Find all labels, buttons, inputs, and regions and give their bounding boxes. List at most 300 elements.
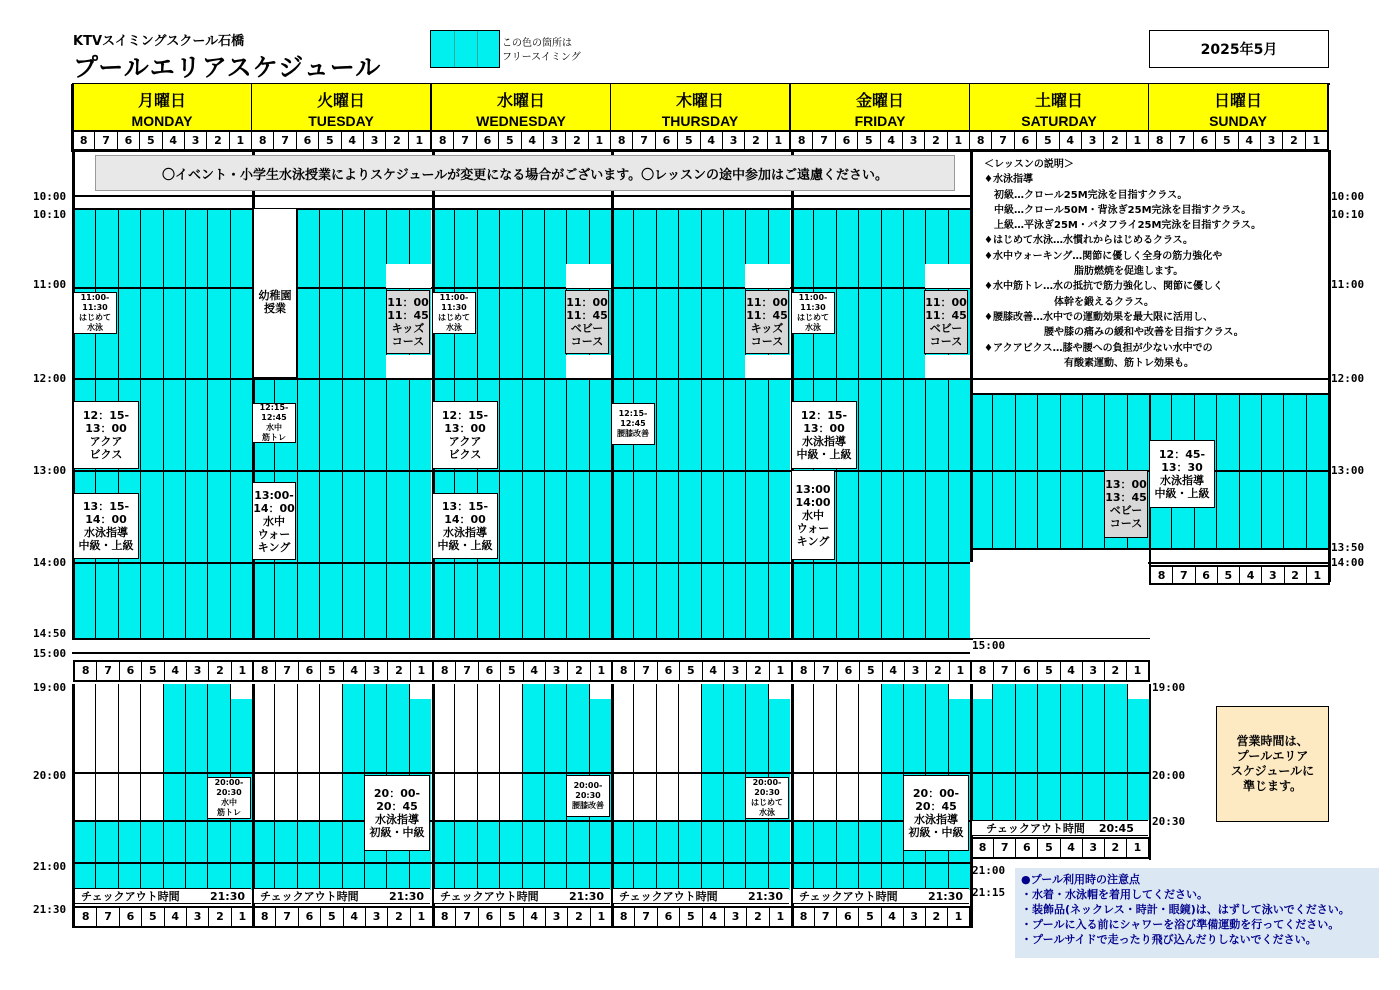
lane-number: 7 xyxy=(274,132,296,149)
time-line xyxy=(72,638,970,640)
day-header-monday xyxy=(73,84,253,132)
lane-number: 3 xyxy=(187,908,209,926)
time-line xyxy=(72,378,970,380)
time-label: 11:00 xyxy=(33,278,67,291)
day-header-tuesday xyxy=(252,84,432,132)
lesson-text: 12：15- xyxy=(441,409,489,422)
lane-number: 7 xyxy=(992,132,1014,149)
checkout-value: 21:30 xyxy=(927,889,963,903)
lesson-mon_1215[interactable] xyxy=(73,401,139,469)
lane-number: 1 xyxy=(238,664,247,677)
lane-number: 3 xyxy=(1082,132,1104,149)
lesson-text: 水泳指導 xyxy=(443,526,487,539)
lane-divider xyxy=(319,684,320,890)
lane-number: 1 xyxy=(774,134,783,147)
lesson-tue_1215[interactable] xyxy=(252,403,296,443)
day-jp: 土曜日 xyxy=(1034,91,1083,110)
lesson-text: ウォー xyxy=(257,527,291,541)
day-jp: 木曜日 xyxy=(675,91,724,110)
lesson-text: 14：00 xyxy=(253,501,295,515)
notes-item: ・プールに入る前にシャワーを浴び準備運動を行ってください。 xyxy=(1021,918,1340,931)
lane-number: 7 xyxy=(1171,132,1193,149)
lane-numbers xyxy=(791,906,971,928)
lesson-text: 11:00-11:30 xyxy=(439,293,469,312)
time-label: 13:00 xyxy=(1331,464,1365,477)
time-line xyxy=(72,195,970,197)
lane-number: 5 xyxy=(858,132,880,149)
lesson-mon_2000[interactable] xyxy=(207,777,251,819)
lane-number: 2 xyxy=(207,132,229,149)
lane-number: 7 xyxy=(994,839,1016,857)
lane-number: 3 xyxy=(366,908,388,926)
lesson-text: ベビー xyxy=(570,322,604,335)
lane-divider xyxy=(858,208,859,640)
lane-numbers xyxy=(73,906,253,928)
time-label: 14:00 xyxy=(33,556,67,569)
lesson-desc-line: ♦アクアビクス…膝や腰への負担が少ない水中での xyxy=(984,342,1213,354)
reserved-area xyxy=(970,684,992,699)
notice-banner: 〇イベント・小学生水泳授業によりスケジュールが変更になる場合がございます。〇レッスンの途中参加はご遠慮ください。 xyxy=(95,155,955,191)
lane-number: 8 xyxy=(75,662,97,680)
lane-divider xyxy=(656,208,657,640)
time-label: 10:00 xyxy=(1331,190,1365,203)
lane-divider xyxy=(633,684,634,890)
time-label: 19:00 xyxy=(1152,681,1186,694)
lane-divider xyxy=(1127,684,1128,820)
lane-number: 4 xyxy=(703,662,725,680)
time-label: 20:00 xyxy=(33,769,67,782)
time-label: 21:15 xyxy=(972,886,1006,899)
lane-number: 1 xyxy=(956,664,965,677)
lane-number: 3 xyxy=(546,662,568,680)
lane-number: 2 xyxy=(747,908,769,926)
lane-number: 6 xyxy=(120,662,142,680)
time-label: 21:30 xyxy=(33,903,67,916)
reserved-area xyxy=(948,684,970,699)
time-line xyxy=(72,562,970,564)
lane-number: 1 xyxy=(1313,569,1322,582)
lane-number: 8 xyxy=(432,132,454,149)
lane-number: 5 xyxy=(321,662,343,680)
lane-divider xyxy=(656,684,657,890)
checkout-value: 21:30 xyxy=(388,889,424,903)
lesson-text: 20:30 xyxy=(575,791,601,800)
lesson-wed_1100[interactable] xyxy=(432,292,476,334)
lane-divider xyxy=(1060,684,1061,820)
lesson-text: 中級・上級 xyxy=(1154,487,1210,500)
time-line xyxy=(72,862,970,864)
lesson-text: ベビー xyxy=(1109,504,1143,517)
lesson-text: 水中 xyxy=(266,423,282,432)
day-en: WEDNESDAY xyxy=(476,113,566,129)
lane-number: 3 xyxy=(725,908,747,926)
checkout-label: チェックアウト時間 xyxy=(986,822,1085,835)
day-header-sunday xyxy=(1149,84,1329,132)
lane-numbers xyxy=(791,132,971,150)
time-line xyxy=(72,208,970,210)
lane-number: 8 xyxy=(613,662,635,680)
lesson-text: 12:15-12:45 xyxy=(259,403,289,422)
lane-number: 4 xyxy=(163,132,185,149)
time-line xyxy=(72,772,970,774)
lesson-text: 20：00- xyxy=(373,787,421,800)
lesson-text: キング xyxy=(796,534,830,548)
day-jp: 金曜日 xyxy=(855,91,904,110)
lane-number: 3 xyxy=(546,908,568,926)
reserved-area xyxy=(409,684,431,699)
lane-number: 3 xyxy=(725,662,747,680)
lane-number: 6 xyxy=(656,132,678,149)
checkout-time xyxy=(254,888,430,904)
lane-number: 6 xyxy=(477,132,499,149)
day-en: MONDAY xyxy=(131,113,193,129)
lane-number: 2 xyxy=(209,662,231,680)
lane-numbers xyxy=(970,660,1150,682)
lesson-text: 水泳指導 xyxy=(375,813,419,826)
reserved-area xyxy=(566,355,611,378)
lesson-wed_baby[interactable] xyxy=(565,290,609,354)
lesson-desc-line: 上級…平泳ぎ25M・バタフライ25M完泳を目指すクラス。 xyxy=(984,220,1262,232)
lane-number: 5 xyxy=(499,132,521,149)
lesson-text: ビクス xyxy=(448,448,482,461)
lane-numbers xyxy=(611,660,791,682)
legend-line-1: この色の箇所は xyxy=(502,38,572,49)
checkout-time xyxy=(793,888,969,904)
lane-numbers xyxy=(1149,565,1330,585)
lane-divider xyxy=(140,208,141,640)
lane-number: 3 xyxy=(364,132,386,149)
lane-number: 3 xyxy=(905,662,927,680)
lane-number: 3 xyxy=(1262,567,1284,583)
lane-divider xyxy=(364,208,365,640)
lesson-thu_2000[interactable] xyxy=(745,777,789,819)
time-line xyxy=(72,470,970,472)
checkout-label: チェックアウト時間 xyxy=(619,890,718,903)
lesson-text: 13：30 xyxy=(1161,461,1203,474)
lane-number: 5 xyxy=(501,662,523,680)
lane-divider xyxy=(454,684,455,890)
lesson-text: 12：15- xyxy=(800,409,848,422)
lesson-text: はじめて xyxy=(751,798,783,807)
reserved-area xyxy=(386,355,431,378)
lane-divider xyxy=(544,684,545,890)
lesson-text: 13：00 xyxy=(85,422,127,435)
lane-number: 2 xyxy=(925,132,947,149)
lane-divider xyxy=(1015,684,1016,820)
lane-number: 4 xyxy=(524,908,546,926)
lesson-text: 11:00-11:30 xyxy=(798,293,828,312)
lane-number: 7 xyxy=(97,908,119,926)
time-label: 13:00 xyxy=(33,464,67,477)
day-en: SATURDAY xyxy=(1021,113,1097,129)
lane-number: 6 xyxy=(1194,132,1216,149)
free-swim-legend-swatch xyxy=(430,30,500,68)
lesson-text: 筋トレ xyxy=(217,808,241,817)
lane-number: 3 xyxy=(723,132,745,149)
lane-number: 5 xyxy=(680,662,702,680)
lane-number: 4 xyxy=(703,908,725,926)
lane-number: 2 xyxy=(926,908,948,926)
lesson-tue_kids[interactable] xyxy=(386,290,430,354)
lesson-text: 水泳 xyxy=(805,323,821,332)
lesson-mon_1100[interactable] xyxy=(73,292,117,334)
lesson-text: コース xyxy=(1109,517,1143,530)
lesson-text: 中級・上級 xyxy=(796,448,852,461)
lesson-text: 水中 xyxy=(221,798,237,807)
lane-number: 4 xyxy=(342,132,364,149)
lane-number: 2 xyxy=(388,662,410,680)
lesson-tue_kinder[interactable] xyxy=(253,208,297,378)
time-label: 20:30 xyxy=(1152,815,1186,828)
lesson-text: 11：00 xyxy=(566,296,608,309)
lane-number: 8 xyxy=(434,662,456,680)
time-label: 10:00 xyxy=(33,190,67,203)
lane-number: 6 xyxy=(299,662,321,680)
day-jp: 水曜日 xyxy=(496,91,545,110)
lane-number: 1 xyxy=(1133,664,1142,677)
lesson-text: 20：00- xyxy=(912,787,960,800)
reserved-area xyxy=(768,684,790,699)
lesson-mon_1315[interactable] xyxy=(73,493,139,559)
lesson-text: 11：00 xyxy=(387,296,429,309)
lane-divider xyxy=(881,684,882,890)
lane-number: 7 xyxy=(95,132,117,149)
checkout-value: 21:30 xyxy=(209,889,245,903)
lane-numbers xyxy=(1149,132,1329,150)
lane-number: 2 xyxy=(386,132,408,149)
lane-divider xyxy=(1082,684,1083,820)
page-title: プールエリアスケジュール xyxy=(73,53,382,82)
pool-notes xyxy=(1015,868,1379,958)
checkout-time xyxy=(972,820,1148,836)
time-line xyxy=(970,772,1150,774)
lesson-text: 13:00- xyxy=(254,488,294,502)
time-line xyxy=(72,652,970,654)
lesson-text: はじめて xyxy=(797,313,829,322)
lane-number: 5 xyxy=(1216,132,1238,149)
lesson-text: 12：45- xyxy=(1158,448,1206,461)
lane-number: 6 xyxy=(1016,662,1038,680)
lesson-text: 13：00 xyxy=(444,422,486,435)
lane-number: 7 xyxy=(635,908,657,926)
lesson-text: 13：45 xyxy=(1105,491,1147,504)
lane-number: 2 xyxy=(209,908,231,926)
lane-number: 6 xyxy=(297,132,319,149)
lesson-desc-line: ＜レッスンの説明＞ xyxy=(984,159,1074,170)
lane-numbers xyxy=(252,132,432,150)
lane-number: 7 xyxy=(456,908,478,926)
lane-divider xyxy=(1104,684,1105,820)
lane-number: 8 xyxy=(434,908,456,926)
lesson-text: 13:00 xyxy=(795,482,831,496)
lesson-text: 水泳 xyxy=(446,323,462,332)
lane-divider xyxy=(701,684,702,890)
lesson-text: 14:00 xyxy=(795,495,831,509)
lesson-tue_1300[interactable] xyxy=(252,482,296,560)
lane-number: 3 xyxy=(185,132,207,149)
lesson-text: 初級・中級 xyxy=(908,826,964,839)
lane-number: 6 xyxy=(658,662,680,680)
day-en: FRIDAY xyxy=(854,113,906,129)
lane-divider xyxy=(1037,684,1038,820)
lesson-text: 水泳 xyxy=(759,808,775,817)
lesson-fri_1300[interactable] xyxy=(791,470,835,560)
lane-divider xyxy=(95,684,96,890)
lane-divider xyxy=(836,684,837,890)
lane-number: 4 xyxy=(165,908,187,926)
time-label: 14:50 xyxy=(33,627,67,640)
lane-divider xyxy=(522,208,523,640)
lane-number: 1 xyxy=(954,134,963,147)
lesson-wed_1315[interactable] xyxy=(432,493,498,559)
reserved-area xyxy=(589,684,611,699)
lane-number: 8 xyxy=(1151,567,1173,583)
lane-number: 3 xyxy=(1083,839,1105,857)
lesson-sun_1245[interactable] xyxy=(1149,440,1215,508)
lesson-wed_2000[interactable] xyxy=(566,775,610,817)
lesson-desc-line: ♦腰膝改善…水中での運動効果を最大限に活用し、 xyxy=(984,311,1213,323)
lane-divider xyxy=(342,208,343,640)
day-en: TUESDAY xyxy=(308,113,374,129)
notes-title: ●プール利用時の注意点 xyxy=(1021,873,1141,886)
lesson-text: 腰膝改善 xyxy=(572,801,604,810)
checkout-time xyxy=(613,888,789,904)
lesson-text: 水泳指導 xyxy=(1160,474,1204,487)
lesson-text: コース xyxy=(391,335,425,348)
lesson-desc-line: 脂肪燃焼を促進します。 xyxy=(984,266,1184,278)
lesson-text: 13：15- xyxy=(441,500,489,513)
lane-divider xyxy=(207,208,208,640)
lesson-wed_1215[interactable] xyxy=(432,401,498,469)
lane-numbers xyxy=(970,837,1150,859)
lane-divider xyxy=(118,684,119,890)
business-hours-note: 営業時間は、 プールエリア スケジュールに 準じます。 xyxy=(1216,706,1329,822)
lane-number: 2 xyxy=(745,132,767,149)
lane-number: 6 xyxy=(118,132,140,149)
lane-numbers xyxy=(432,906,612,928)
lane-number: 2 xyxy=(388,908,410,926)
lesson-desc-line: ♦水中筋トレ…水の抵抗で筋力強化し、関節に優しく xyxy=(984,281,1223,293)
lesson-text: 腰膝改善 xyxy=(617,429,649,438)
lesson-fri_baby[interactable] xyxy=(924,290,968,354)
reserved-area xyxy=(386,264,431,288)
lane-number: 7 xyxy=(633,132,655,149)
lane-number: 2 xyxy=(747,662,769,680)
time-label: 19:00 xyxy=(33,681,67,694)
lesson-text: 20：45 xyxy=(915,800,957,813)
lesson-tue_2000[interactable] xyxy=(364,775,430,851)
day-divider xyxy=(611,150,614,640)
time-label: 10:10 xyxy=(1331,208,1365,221)
lane-divider xyxy=(678,684,679,890)
lane-number: 8 xyxy=(793,908,815,926)
lane-number: 3 xyxy=(903,132,925,149)
lane-divider xyxy=(163,684,164,890)
lane-numbers xyxy=(252,660,432,682)
lane-number: 6 xyxy=(658,908,680,926)
lane-number: 1 xyxy=(597,910,606,923)
lesson-thu_1215[interactable] xyxy=(611,403,655,445)
lane-number: 1 xyxy=(954,910,963,923)
lane-numbers xyxy=(432,660,612,682)
lane-numbers xyxy=(611,906,791,928)
lane-number: 8 xyxy=(73,132,95,149)
lane-number: 5 xyxy=(860,662,882,680)
closed-area xyxy=(970,562,1148,638)
lane-number: 5 xyxy=(680,908,702,926)
lesson-text: 水泳指導 xyxy=(914,813,958,826)
lane-numbers xyxy=(970,132,1150,150)
legend-text xyxy=(502,37,581,65)
lane-number: 8 xyxy=(970,132,992,149)
lesson-text: ウォー xyxy=(796,521,830,535)
lane-divider xyxy=(274,684,275,890)
lesson-desc-line: 中級…クロール50M・背泳ぎ25M完泳を目指すクラス。 xyxy=(984,204,1252,216)
lane-number: 1 xyxy=(1133,134,1142,147)
lane-number: 7 xyxy=(97,662,119,680)
lane-number: 1 xyxy=(776,664,785,677)
reserved-area xyxy=(745,264,790,288)
checkout-label: チェックアウト時間 xyxy=(81,890,180,903)
lesson-text: 11：45 xyxy=(746,309,788,322)
time-label: 14:00 xyxy=(1331,556,1365,569)
lesson-fri_1215[interactable] xyxy=(791,401,857,469)
lane-number: 7 xyxy=(276,908,298,926)
lesson-text: 11:00-11:30 xyxy=(80,293,110,312)
checkout-value: 20:45 xyxy=(1098,821,1134,835)
lane-number: 6 xyxy=(1016,839,1038,857)
lane-number: 1 xyxy=(238,910,247,923)
lane-number: 4 xyxy=(1060,132,1082,149)
lesson-text: 20：45 xyxy=(376,800,418,813)
time-label: 21:00 xyxy=(33,860,67,873)
lesson-desc-line: 腰や膝の痛みの緩和や改善を目指すクラス。 xyxy=(984,327,1244,339)
lane-numbers xyxy=(791,660,971,682)
lane-divider xyxy=(163,208,164,640)
lane-number: 1 xyxy=(415,134,424,147)
lane-number: 4 xyxy=(883,662,905,680)
lesson-fri_2000[interactable] xyxy=(903,775,969,851)
lane-number: 3 xyxy=(904,908,926,926)
lane-divider xyxy=(185,208,186,640)
lane-number: 8 xyxy=(791,132,813,149)
lane-number: 8 xyxy=(972,839,994,857)
lane-number: 8 xyxy=(613,908,635,926)
lane-divider xyxy=(723,208,724,640)
time-label: 21:00 xyxy=(972,864,1006,877)
lane-numbers xyxy=(611,132,791,150)
lane-numbers xyxy=(432,132,612,150)
lesson-description xyxy=(984,157,1324,371)
lane-number: 4 xyxy=(1240,567,1262,583)
lesson-sat_baby[interactable] xyxy=(1104,470,1148,538)
time-label: 20:00 xyxy=(1152,769,1186,782)
lesson-text: 20:00-20:30 xyxy=(214,778,244,797)
month-label: 2025年5月 xyxy=(1149,30,1329,68)
legend-line-2: フリースイミング xyxy=(502,52,581,63)
lesson-text: 11：45 xyxy=(387,309,429,322)
lane-number: 2 xyxy=(568,662,590,680)
lesson-fri_1100[interactable] xyxy=(791,292,835,334)
lane-numbers xyxy=(252,906,432,928)
day-en: THURSDAY xyxy=(661,113,739,129)
lane-number: 6 xyxy=(120,908,142,926)
lane-divider xyxy=(992,684,993,820)
lane-number: 6 xyxy=(479,662,501,680)
lane-number: 5 xyxy=(1218,567,1240,583)
lesson-thu_kids[interactable] xyxy=(745,290,789,354)
lane-number: 7 xyxy=(813,132,835,149)
